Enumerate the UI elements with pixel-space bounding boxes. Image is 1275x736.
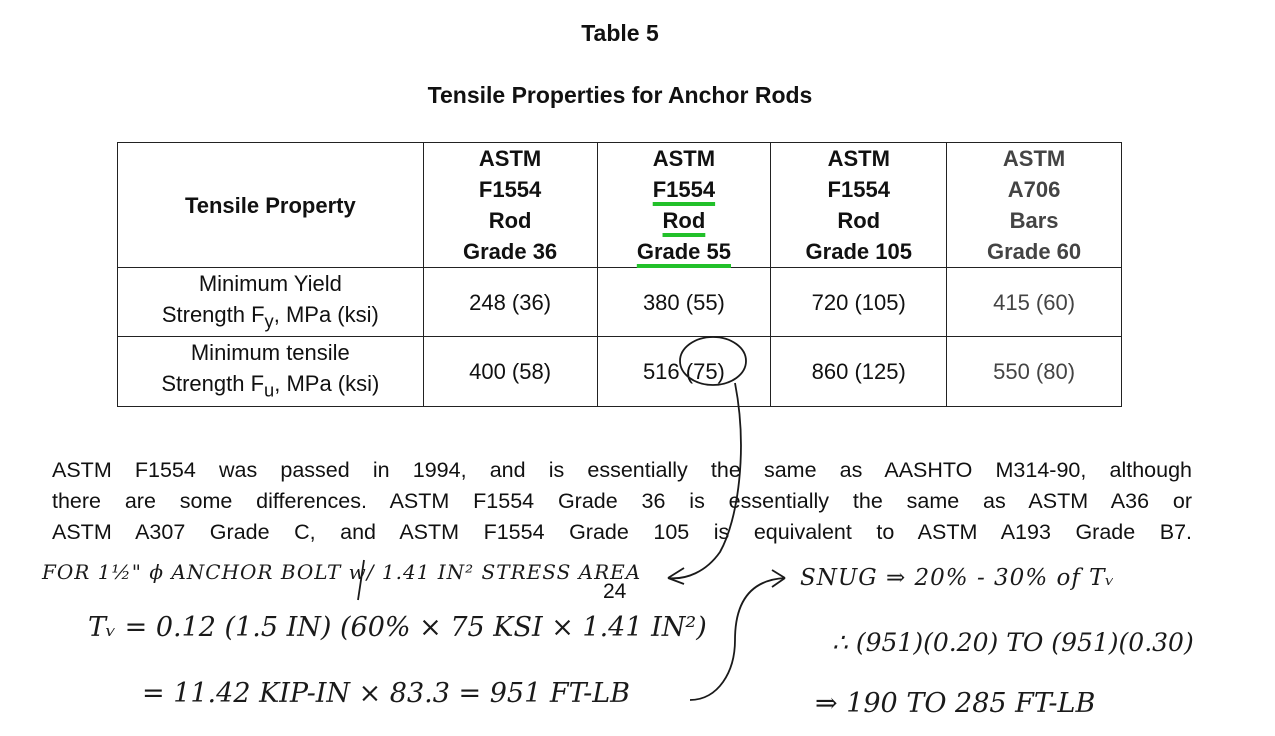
arrow-head-icon <box>668 568 684 584</box>
header-line: Rod <box>837 208 881 233</box>
slash-mark <box>358 560 364 600</box>
table-cell: 248 (36) <box>423 268 597 337</box>
highlighted-text: Grade 55 <box>636 239 731 264</box>
paragraph-line: there are some differences. ASTM F1554 Grade 36 is essentially the same as ASTM A36 or <box>52 489 1192 513</box>
header-line: A706 <box>1007 177 1061 202</box>
header-line: Grade 36 <box>463 239 558 264</box>
handwritten-snug-result: ⇒ 190 TO 285 FT-LB <box>815 688 1096 719</box>
paragraph-line: ASTM A307 Grade C, and ASTM F1554 Grade 105 is equivalent to ASTM A193 Grade B7. <box>52 520 1192 544</box>
header-line: ASTM <box>652 146 716 171</box>
header-line: ASTM <box>478 146 542 171</box>
header-line: Bars <box>1009 208 1059 233</box>
table-cell: 415 (60) <box>947 268 1122 337</box>
row-label-line: Minimum Yield <box>198 271 342 296</box>
header-line: Grade 105 <box>805 239 912 264</box>
highlighted-text: Rod <box>662 208 706 233</box>
handwritten-snug-calc: ∴ (951)(0.20) TO (951)(0.30) <box>832 628 1194 657</box>
header-line: ASTM <box>1002 146 1066 171</box>
handwritten-note-bolt: FOR 1½" ϕ ANCHOR BOLT w/ 1.41 IN² STRESS AREA <box>42 560 642 584</box>
table-cell: 516 (75) <box>597 337 771 406</box>
header-line: F1554 <box>827 177 890 202</box>
highlighted-text: F1554 <box>652 177 716 202</box>
table-cell: 400 (58) <box>423 337 597 406</box>
arrow-line-to-snug <box>690 578 785 700</box>
page-number: 24 <box>603 580 627 603</box>
handwritten-torque-result: = 11.42 KIP-IN × 83.3 = 951 FT-LB <box>142 678 630 709</box>
row-label-text: , MPa (ksi) <box>274 371 380 397</box>
handwritten-snug-note: SNUG ⇒ 20% - 30% of Tᵥ <box>800 565 1116 591</box>
header-tensile-property: Tensile Property <box>118 143 424 268</box>
row-label-text: Strength F <box>161 371 265 397</box>
header-line: Grade 60 <box>986 239 1082 264</box>
arrow-line-to-formula <box>668 383 741 578</box>
header-line: Rod <box>488 208 532 233</box>
subscript: u <box>264 379 275 401</box>
row-label-text: Strength F <box>161 302 265 327</box>
table-number: Table 5 <box>581 20 659 46</box>
header-line: F1554 <box>478 177 542 202</box>
handwritten-torque-formula: Tᵥ = 0.12 (1.5 IN) (60% × 75 KSI × 1.41 IN²) <box>88 612 707 643</box>
table-cell: 720 (105) <box>771 268 947 337</box>
subscript: y <box>264 310 274 332</box>
circle-annotation <box>680 337 746 385</box>
table-cell: 380 (55) <box>597 268 771 337</box>
paragraph-line: ASTM F1554 was passed in 1994, and is essentially the same as AASHTO M314-90, although <box>52 458 1192 482</box>
table-cell: 860 (125) <box>771 337 947 406</box>
table-title: Tensile Properties for Anchor Rods <box>427 82 813 108</box>
table-cell: 550 (80) <box>947 337 1122 406</box>
header-line: ASTM <box>827 146 890 171</box>
row-label-line: Minimum tensile <box>190 340 350 366</box>
row-label-text: , MPa (ksi) <box>273 302 379 327</box>
